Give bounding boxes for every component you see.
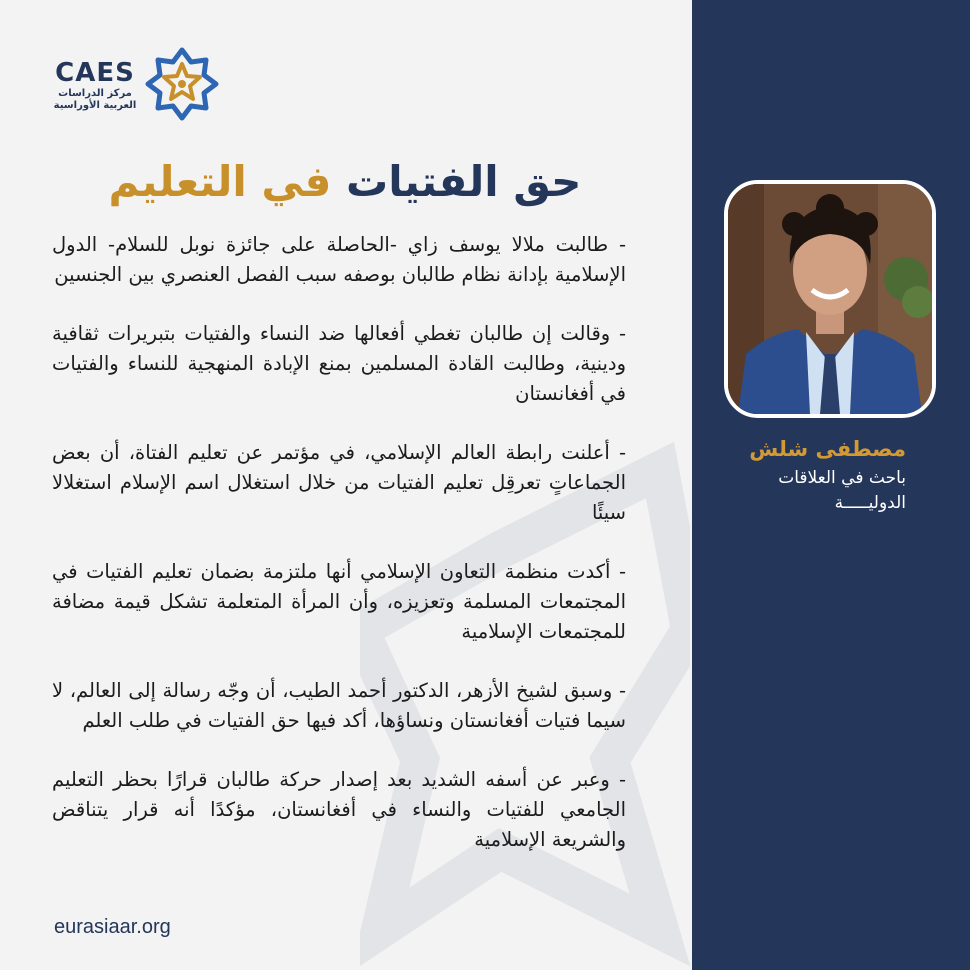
paragraph-6: - وعبر عن أسفه الشديد بعد إصدار حركة طالبان قرارًا بحظر التعليم الجامعي للفتيات والنساء في أفغانستان، مؤكدًا أنه قرار يتناقض والشريعة الإسلامية	[52, 768, 626, 851]
paragraph-3: - أعلنت رابطة العالم الإسلامي، في مؤتمر عن تعليم الفتاة، أن بعض الجماعاتٍ تعرقِل تعليم الفتيات من خلال استغلال اسم الإسلام استغلالا سيئًا	[52, 441, 626, 524]
author-photo	[724, 180, 936, 418]
paragraph-4: - أكدت منظمة التعاون الإسلامي أنها ملتزمة بضمان تعليم الفتيات في المجتمعات المسلمة وتعزيزه، وأن المرأة المتعلمة تشكل قيمة مضافة للمجتمعات الإسلامية	[52, 560, 626, 643]
logo-abbr: CAES	[55, 58, 135, 88]
author-role-line2: الدوليـــــة	[834, 493, 906, 513]
author-name: مصطفى شلش	[749, 437, 906, 461]
paragraph-5: - وسبق لشيخ الأزهر، الدكتور أحمد الطيب، أن وجّه رسالة إلى العالم، لا سيما فتيات أفغانستان ونساؤها، أكد فيها حق الفتيات في طلب العلم	[52, 679, 626, 732]
website-link[interactable]: eurasiaar.org	[54, 916, 171, 938]
logo-text	[52, 58, 138, 112]
paragraph-2: - وقالت إن طالبان تغطي أفعالها ضد النساء والفتيات بتبريرات ثقافية ودينية، وطالبت القادة المسلمين بمنع الإبادة المنهجية للنساء والفتيات في أفغانستان	[52, 322, 626, 405]
logo-name-line2: العربية الأوراسية	[53, 100, 137, 111]
article-body	[52, 230, 626, 884]
title-part1: حق الفتيات	[346, 157, 582, 206]
author-role	[700, 466, 906, 516]
page-title	[40, 152, 650, 216]
logo-name-line1: مركز الدراسات	[58, 88, 132, 99]
caes-star-logo-icon	[144, 46, 220, 122]
paragraph-1: - طالبت ملالا يوسف زاي -الحاصلة على جائزة نوبل للسلام- الدول الإسلامية بإدانة نظام طالبان بوصفه سبب الفصل العنصري بين الجنسين	[52, 233, 626, 286]
title-part2: في التعليم	[108, 157, 332, 206]
author-role-line1: باحث في العلاقات	[778, 468, 906, 488]
caes-logo	[52, 46, 222, 126]
author-portrait-photo	[728, 184, 932, 414]
